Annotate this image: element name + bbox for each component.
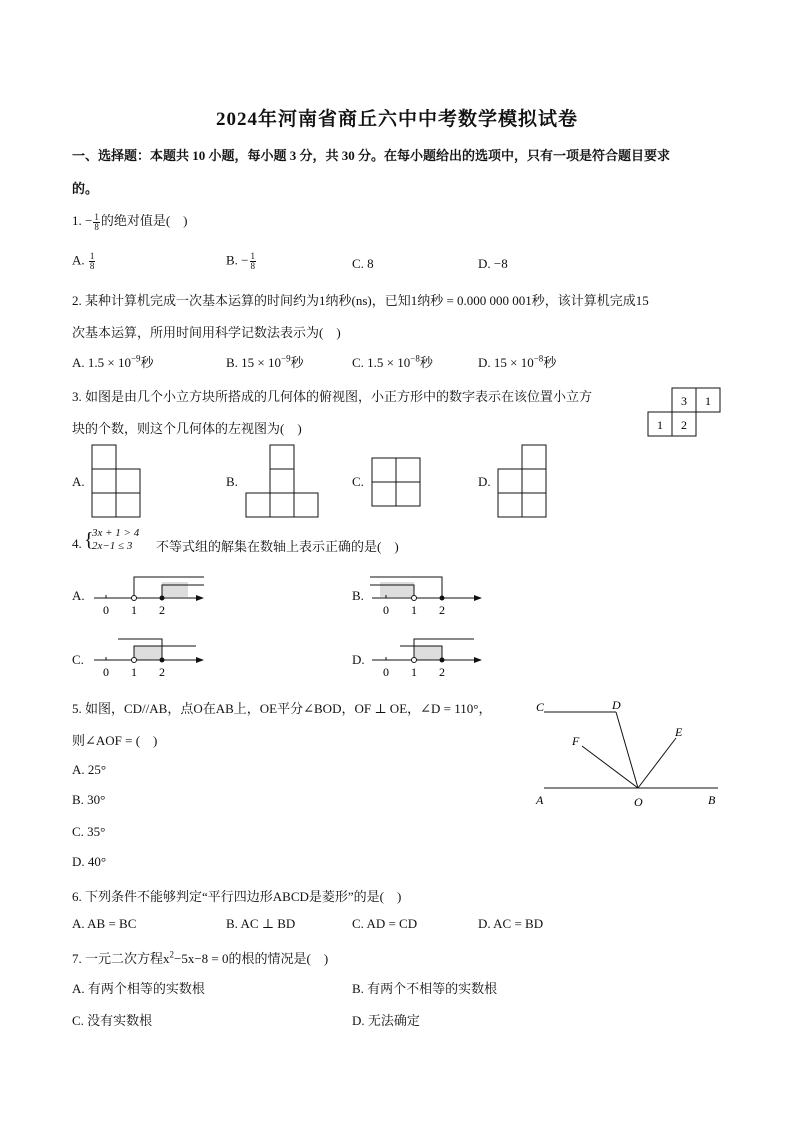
question-6-stem: 6. 下列条件不能够判定“平行四边形ABCD是菱形”的是( ) — [72, 889, 402, 904]
q3-top-view-grid — [648, 388, 724, 436]
q4-option-d[interactable]: D. — [352, 652, 365, 667]
q6-option-c[interactable]: C. AD = CD — [352, 916, 418, 931]
page-title: 2024年河南省商丘六中中考数学模拟试卷 — [215, 109, 578, 130]
q2-b-base: B. 15 × 10 — [226, 355, 282, 370]
tick-label: 1 — [131, 665, 137, 679]
arrow-icon — [474, 595, 482, 601]
q1-option-d[interactable]: D. −8 — [478, 256, 508, 271]
q3-option-c-figure — [371, 457, 421, 507]
point-label-o: O — [634, 795, 643, 809]
q2-option-a[interactable] — [72, 352, 154, 371]
q1-a-label: A. — [72, 252, 88, 268]
tick-label: 2 — [159, 603, 165, 617]
point-label-f: F — [572, 734, 580, 748]
cube-face — [270, 469, 294, 493]
q3-option-d[interactable]: D. — [478, 474, 491, 489]
q4-option-c-numberline — [92, 634, 208, 680]
q5-option-b[interactable]: B. 30° — [72, 792, 106, 807]
tick-label: 0 — [383, 665, 389, 679]
closed-point — [160, 596, 165, 601]
cube-face — [92, 445, 116, 469]
cube-face — [396, 482, 420, 506]
point-label-a: A — [536, 793, 544, 807]
q1-frac-num: 1 — [94, 211, 99, 222]
shaded-region — [162, 582, 188, 597]
q1-fraction — [93, 213, 100, 232]
cube-face — [116, 493, 140, 517]
question-1-stem — [72, 210, 188, 232]
q5-option-d[interactable]: D. 40° — [72, 854, 107, 869]
cube-face — [498, 493, 522, 517]
tick-label: 2 — [159, 665, 165, 679]
grid-count: 1 — [705, 394, 711, 408]
question-7-stem — [72, 948, 328, 967]
question-5-stem-cont: 则∠AOF = ( ) — [72, 733, 158, 748]
q4-option-a[interactable]: A. — [72, 588, 85, 603]
section-heading: 一、选择题：本题共 10 小题，每小题 3 分，共 30 分。在每小题给出的选项中，只有一项是符合题目要求 — [72, 148, 671, 163]
q2-option-d[interactable] — [478, 352, 556, 371]
shaded-region — [134, 646, 162, 660]
q7-stem-post: −5x−8 = 0的根的情况是( ) — [174, 951, 329, 966]
q1-a-den: 8 — [89, 261, 95, 271]
point-label-b: B — [708, 793, 716, 807]
q1-b-label: B. − — [226, 252, 249, 268]
q1-a-fraction — [89, 252, 96, 271]
q1-prefix: 1. − — [72, 213, 93, 228]
tick-label: 1 — [131, 603, 137, 617]
question-3-stem: 3. 如图是由几个小立方块所搭成的几何体的俯视图，小正方形中的数字表示在该位置小立方 — [72, 389, 593, 404]
grid-count: 1 — [657, 418, 663, 432]
cube-face — [92, 469, 116, 493]
cube-face — [246, 493, 270, 517]
open-point — [412, 596, 417, 601]
tick-label: 2 — [439, 603, 445, 617]
cube-face — [522, 445, 546, 469]
arrow-icon — [474, 657, 482, 663]
cube-face — [270, 445, 294, 469]
q4-inequality-system — [92, 527, 139, 553]
q2-option-c[interactable] — [352, 352, 433, 371]
question-2-stem-cont: 次基本运算，所用时间用科学记数法表示为( ) — [72, 325, 341, 340]
q4-prefix: 4. — [72, 536, 82, 551]
q1-suffix: 的绝对值是( ) — [100, 213, 188, 228]
q3-option-c[interactable]: C. — [352, 474, 364, 489]
q7-option-d[interactable]: D. 无法确定 — [352, 1013, 420, 1028]
cube-face — [372, 458, 396, 482]
grid-count: 3 — [681, 394, 687, 408]
shaded-region — [380, 582, 414, 597]
cube-face — [522, 469, 546, 493]
segment-do — [616, 712, 638, 788]
q7-option-c[interactable]: C. 没有实数根 — [72, 1013, 153, 1028]
q4-option-b-numberline — [370, 572, 486, 618]
tick-label: 1 — [411, 603, 417, 617]
q4-option-c[interactable]: C. — [72, 652, 84, 667]
q6-option-b[interactable]: B. AC ⊥ BD — [226, 916, 296, 931]
q1-b-fraction — [250, 252, 257, 271]
tick-label: 0 — [383, 603, 389, 617]
q6-option-a[interactable]: A. AB = BC — [72, 916, 137, 931]
q4-suffix: 不等式组的解集在数轴上表示正确的是( ) — [156, 539, 399, 554]
ray-of — [582, 746, 638, 788]
arrow-icon — [196, 595, 204, 601]
cube-face — [522, 493, 546, 517]
closed-point — [440, 596, 445, 601]
q2-b-exp: −9 — [281, 353, 291, 364]
point-label-d: D — [612, 698, 621, 712]
q5-option-c[interactable]: C. 35° — [72, 824, 106, 839]
q1-option-c[interactable]: C. 8 — [352, 256, 374, 271]
q3-option-b-figure — [245, 444, 319, 518]
q1-frac-den: 8 — [94, 221, 99, 232]
grid-count: 2 — [681, 418, 687, 432]
point-label-e: E — [675, 725, 683, 739]
q4-option-b[interactable]: B. — [352, 588, 364, 603]
point-label-c: C — [536, 700, 545, 714]
q1-option-a[interactable] — [72, 252, 96, 271]
q7-stem-exp: 2 — [169, 949, 175, 960]
q2-d-exp: −8 — [533, 353, 544, 364]
cube-face — [270, 493, 294, 517]
cube-face — [294, 493, 318, 517]
q3-option-a-figure — [91, 444, 141, 518]
q4-option-a-numberline — [92, 572, 208, 618]
cube-face — [92, 493, 116, 517]
ray-oe — [638, 738, 676, 788]
q7-option-a[interactable]: A. 有两个相等的实数根 — [72, 981, 205, 996]
q2-d-base: D. 15 × 10 — [478, 355, 534, 370]
q4-inequality-2: 2x−1 ≤ 3 — [92, 540, 133, 552]
q2-c-base: C. 1.5 × 10 — [352, 355, 411, 370]
arrow-icon — [196, 657, 204, 663]
q2-c-exp: −8 — [410, 353, 420, 364]
cube-face — [116, 469, 140, 493]
closed-point — [160, 658, 165, 663]
q2-a-unit: 秒 — [140, 355, 154, 370]
q5-option-a[interactable]: A. 25° — [72, 762, 107, 777]
tick-label: 2 — [439, 665, 445, 679]
q2-c-unit: 秒 — [419, 355, 433, 370]
section-heading-cont: 的。 — [72, 181, 99, 196]
q7-stem-pre: 7. 一元二次方程x — [72, 951, 170, 966]
cube-face — [372, 482, 396, 506]
cube-face — [498, 469, 522, 493]
closed-point — [440, 658, 445, 663]
q2-b-unit: 秒 — [290, 355, 304, 370]
q7-option-b[interactable]: B. 有两个不相等的实数根 — [352, 981, 498, 996]
q3-option-a[interactable]: A. — [72, 474, 85, 489]
q5-angle-diagram — [532, 694, 728, 814]
cube-face — [396, 458, 420, 482]
q1-a-num: 1 — [89, 251, 95, 261]
q2-a-exp: −9 — [130, 353, 141, 364]
q4-option-d-numberline — [370, 634, 486, 680]
tick-label: 0 — [103, 603, 109, 617]
q2-d-unit: 秒 — [543, 355, 557, 370]
q2-a-base: A. 1.5 × 10 — [72, 355, 131, 370]
tick-label: 1 — [411, 665, 417, 679]
q1-option-b[interactable] — [226, 252, 257, 271]
open-point — [132, 596, 137, 601]
tick-label: 0 — [103, 665, 109, 679]
question-3-stem-cont: 块的个数，则这个几何体的左视图为( ) — [72, 421, 302, 436]
question-5-stem: 5. 如图，CD//AB，点O在AB上，OE平分∠BOD，OF ⊥ OE，∠D = 110°， — [72, 701, 492, 716]
q4-inequality-1: 3x + 1 > 4 — [92, 527, 140, 539]
q6-option-d[interactable]: D. AC = BD — [478, 916, 544, 931]
shaded-region — [414, 646, 442, 660]
open-point — [412, 658, 417, 663]
brace-icon: { — [84, 529, 94, 551]
q3-option-d-figure — [497, 444, 547, 518]
q2-option-b[interactable] — [226, 352, 304, 371]
q1-b-num: 1 — [250, 251, 256, 261]
q1-b-den: 8 — [250, 261, 256, 271]
q3-option-b[interactable]: B. — [226, 474, 238, 489]
question-2-stem: 2. 某种计算机完成一次基本运算的时间约为1纳秒(ns)，已知1纳秒 = 0.000 000 001秒，该计算机完成15 — [72, 293, 649, 308]
open-point — [132, 658, 137, 663]
